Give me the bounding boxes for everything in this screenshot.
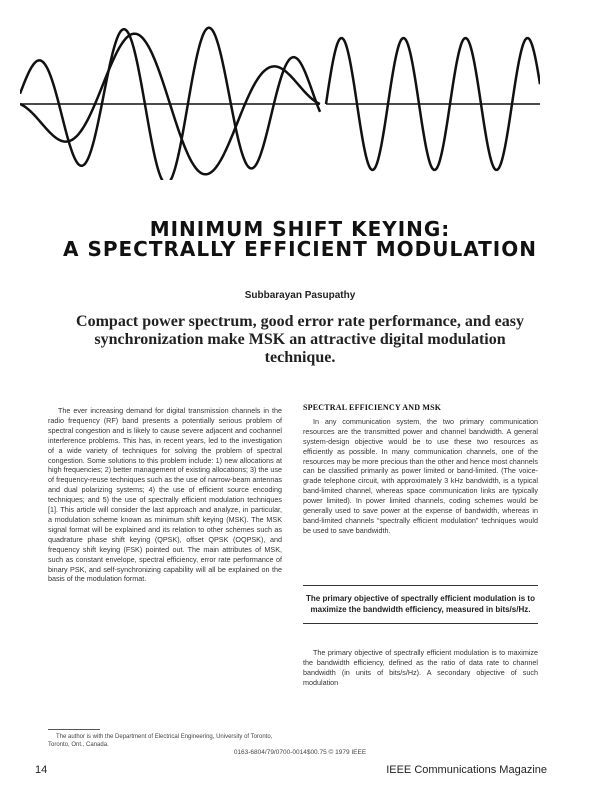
article-title-line1: MINIMUM SHIFT KEYING: (149, 217, 451, 241)
intro-paragraph: The ever increasing demand for digital transmission channels in the radio frequency (RF) band presents a potentially serious problem of spectral congestion and is likely to cause severe adjacent and cochannel interference problems. This has, in recent years, led to the investigation of a wide variety of techniques for solving the problem of spectral congestion. Some solutions to this problem include: 1) new allocations at high frequencies; 2) better management of existing allocations; 3) the use of frequency-reuse techniques such as the use of narrow-beam antennas and dual polarizing systems; 4) the use of efficient source encoding techniques; and 5) the use of spectrally efficient modulation techniques [1]. This article will consider the last approach and analyze, in particular, a modulation scheme known as minimum shift keying (MSK). The MSK signal format will be explained and its relation to other schemes such as quadrature phase shift keying (QPSK), offset QPSK (OQPSK), and frequency shift keying (FSK) pointed out. The main attributes of MSK, such as constant envelope, spectral efficiency, error rate performance of binary PSK, and self-synchronizing capability will all be explained on the basis of the modulation format. (48, 406, 282, 584)
article-subtitle: Compact power spectrum, good error rate performance, and easy synchronization make MSK an attractive digital modulation technique. (76, 313, 524, 366)
left-column (48, 406, 282, 584)
article-title-line2: A SPECTRALLY EFFICIENT MODULATION (63, 237, 537, 261)
page-number: 14 (35, 764, 48, 776)
pull-quote: The primary objective of spectrally efficient modulation is to maximize the bandwidth efficiency, measured in bits/s/Hz. (303, 585, 538, 624)
author-footnote (48, 733, 282, 749)
footnote-text: The author is with the Department of Electrical Engineering, University of Toronto, Toronto, Ont., Canada. (48, 734, 273, 748)
section-heading: SPECTRAL EFFICIENCY AND MSK (303, 403, 442, 412)
author-name: Subbarayan Pasupathy (244, 290, 356, 301)
bandwidth-efficiency-paragraph: The primary objective of spectrally efficient modulation is to maximize the bandwidth efficiency, defined as the ratio of data rate to channel bandwidth (in units of bits/s/Hz). A secondary objective of such modulation (303, 648, 538, 687)
magazine-name: IEEE Communications Magazine (386, 764, 547, 776)
right-column (303, 403, 538, 536)
copyright-line: 0163-6804/79/0700-0014$00.75 © 1979 IEEE (233, 749, 367, 756)
spectral-efficiency-paragraph: In any communication system, the two primary communication resources are the transmitted power and channel bandwidth. A general system-design objective would be to use these two resources as efficiently as possible. In many communication channels, one of the resources may be more precious than the other and hence most channels can be classified primarily as power limited or band-limited. (The voice-grade telephone circuit, with approximately 3 kHz bandwidth, is a typical band-limited channel, whereas space communication links are typically power limited). In power limited channels, coding schemes would be generally used to save power at the expense of bandwidth, whereas in band-limited channels “spectrally efficient modulation” techniques would be used to save bandwidth. (303, 416, 538, 535)
footnote-rule (48, 729, 100, 730)
msk-waveform-illustration (20, 20, 540, 180)
right-column-continued (303, 648, 538, 688)
